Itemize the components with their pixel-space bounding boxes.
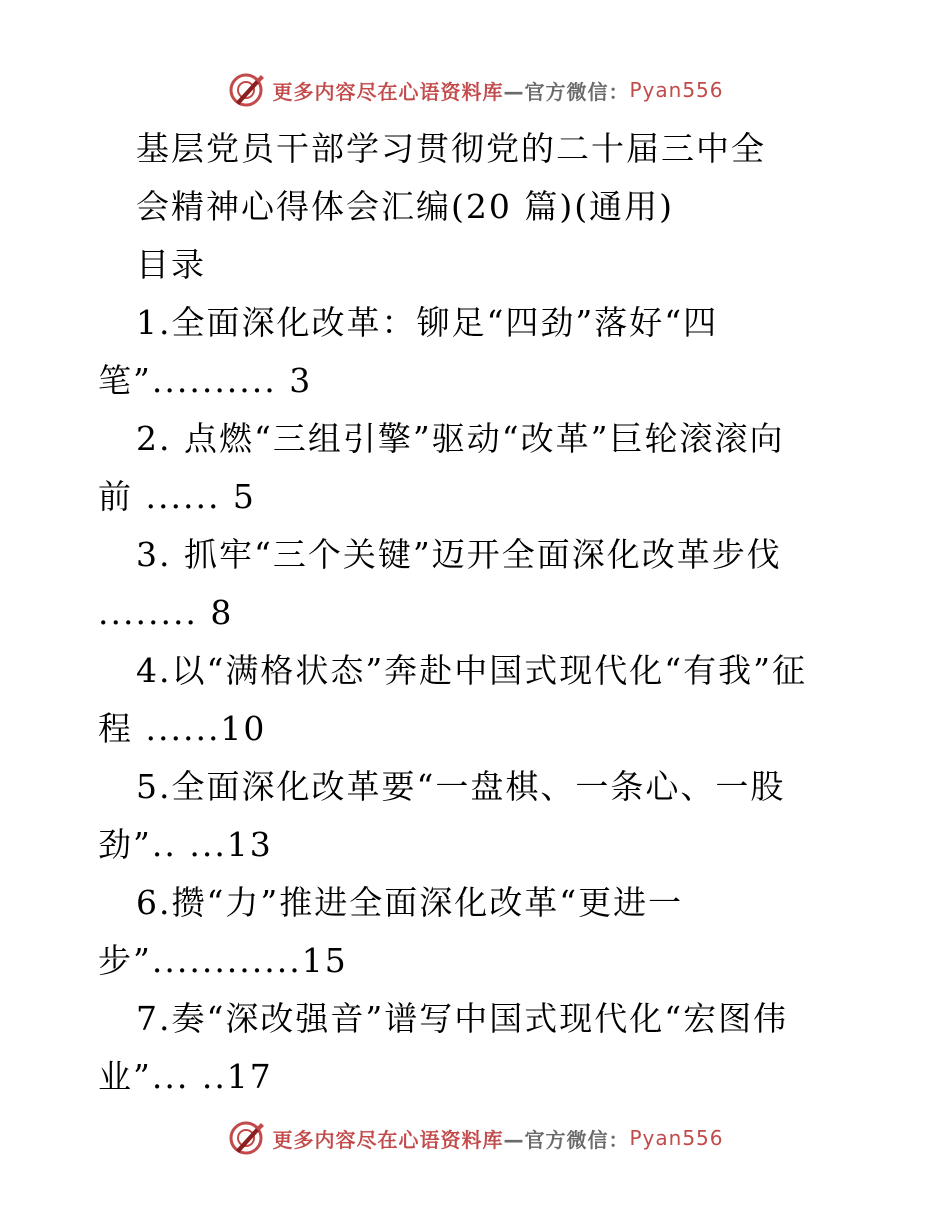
banner-text-wechat-label: —官方微信： (503, 1127, 630, 1152)
document-title-line-1: 基层党员干部学习贯彻党的二十届三中全 (136, 129, 766, 168)
toc-entry-page: 步”............15 (98, 941, 348, 980)
toc-entry-page: ........ 8 (98, 593, 234, 632)
document-body (98, 120, 888, 1106)
toc-entry-6[interactable] (98, 874, 888, 990)
header-banner (0, 68, 950, 112)
banner-text-main: 更多内容尽在心语资料库 (272, 1127, 504, 1152)
banner-text-wechat-id: Pyan556 (629, 1126, 724, 1150)
toc-entry-text: 6.攒“力”推进全面深化改革“更进一 (136, 883, 684, 922)
pen-logo-icon (226, 1118, 266, 1158)
toc-entry-text: 7.奏“深改强音”谱写中国式现代化“宏图伟 (136, 999, 789, 1038)
toc-entry-3[interactable] (98, 526, 888, 642)
toc-entry-5[interactable] (98, 758, 888, 874)
toc-entry-7[interactable] (98, 990, 888, 1106)
banner-text-wechat-label: —官方微信： (503, 79, 630, 104)
toc-entry-2[interactable] (98, 410, 888, 526)
toc-entry-page: 劲”.. ...13 (98, 825, 273, 864)
toc-entry-page: 前 ...... 5 (98, 477, 256, 516)
pen-logo-icon (226, 70, 266, 110)
document-title-line-2: 会精神心得体会汇编(20 篇)(通用) (136, 187, 674, 226)
toc-entry-text: 4.以“满格状态”奔赴中国式现代化“有我”征 (136, 651, 807, 690)
toc-entry-page: 笔”.......... 3 (98, 361, 313, 400)
toc-heading: 目录 (136, 245, 206, 284)
banner-text-main: 更多内容尽在心语资料库 (272, 79, 504, 104)
toc-entry-4[interactable] (98, 642, 888, 758)
toc-entry-page: 业”... ..17 (98, 1057, 273, 1096)
banner-text-wechat-id: Pyan556 (629, 78, 724, 102)
footer-banner (0, 1116, 950, 1160)
toc-entry-1[interactable] (98, 294, 888, 410)
toc-entry-text: 3. 抓牢“三个关键”迈开全面深化改革步伐 (136, 535, 782, 574)
toc-entry-page: 程 ......10 (98, 709, 267, 748)
toc-entry-text: 1.全面深化改革：铆足“四劲”落好“四 (136, 303, 719, 342)
toc-entry-text: 2. 点燃“三组引擎”驱动“改革”巨轮滚滚向 (136, 419, 785, 458)
toc-entry-text: 5.全面深化改革要“一盘棋、一条心、一股 (136, 767, 786, 806)
